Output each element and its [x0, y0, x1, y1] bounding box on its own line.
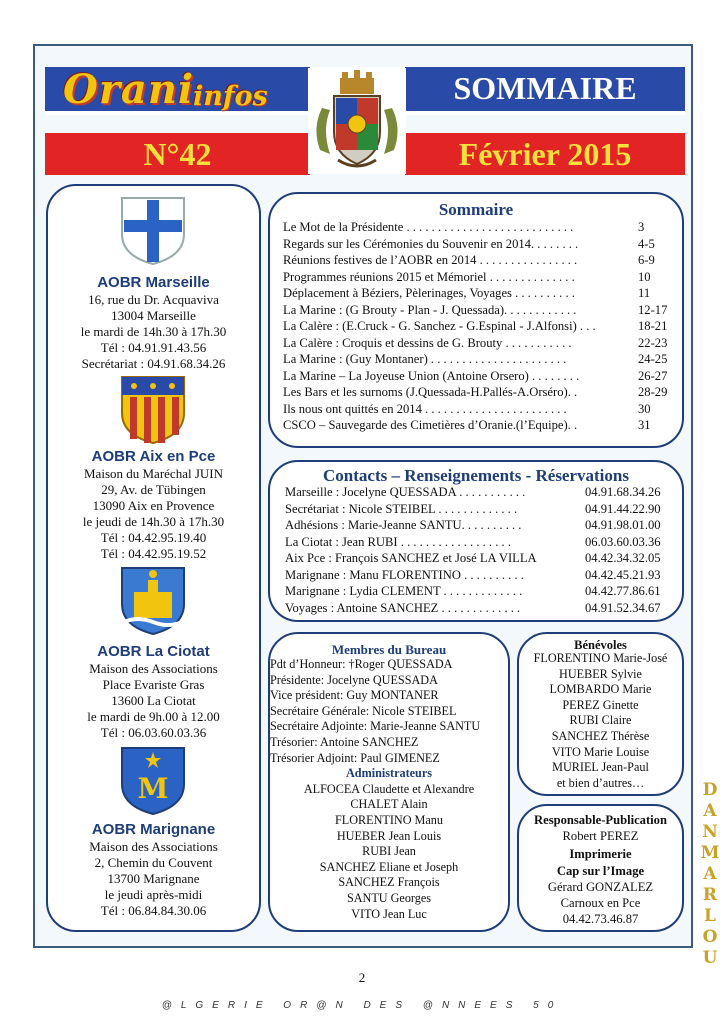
- toc-item-title: Programmes réunions 2015 et Mémoriel . . . . . . . . . . . . . .: [283, 269, 575, 284]
- bureau-member: Secrétaire Adjointe: Marie-Jeanne SANTU: [270, 719, 481, 734]
- bureau-member: Vice président: Guy MONTANER: [270, 688, 439, 703]
- contact-phone: 04.42.34.32.05: [585, 551, 661, 565]
- marignane-shield-icon: [120, 746, 186, 816]
- association-aix: [46, 448, 261, 562]
- association-hours: le mardi de 9h.00 à 12.00: [87, 709, 220, 724]
- contact-phone: 06.03.60.03.36: [585, 534, 661, 549]
- bureau-member: Trésorier Adjoint: Paul GIMENEZ: [270, 750, 440, 765]
- publication-title: Responsable-Publication: [534, 813, 667, 827]
- volunteer: SANCHEZ Thérèse: [551, 729, 650, 743]
- contact-name: Voyages : Antoine SANCHEZ . . . . . . . . . . . . .: [285, 600, 521, 615]
- contacts-title: Contacts – Renseignements - Réservations: [323, 466, 629, 485]
- contact-row: [285, 550, 677, 567]
- logo-text: Orani: [63, 66, 195, 113]
- toc-item: [283, 401, 663, 417]
- volunteer: et bien d’autres…: [556, 775, 645, 790]
- toc-item-page: 3: [638, 220, 645, 234]
- svg-text:M: M: [137, 772, 169, 805]
- contact-name: Aix Pce : François SANCHEZ et José LA VILLA: [285, 551, 537, 565]
- contact-name: Marseille : Jocelyne QUESSADA . . . . . . . . . . .: [285, 485, 526, 499]
- association-phone-2: Tél : 04.42.95.19.52: [100, 546, 207, 561]
- contact-row: [285, 484, 677, 501]
- toc-item: [283, 285, 663, 301]
- association-city: 13700 Marignane: [107, 871, 200, 886]
- volunteer: HUEBER Sylvie: [559, 666, 642, 681]
- bureau-member: Présidente: Jocelyne QUESSADA: [270, 672, 438, 687]
- administrator: VITO Jean Luc: [351, 906, 427, 921]
- association-title: AOBR Marignane: [91, 821, 216, 838]
- toc-item-page: 6-9: [638, 253, 655, 267]
- toc-item-title: Ils nous ont quittés en 2014 . . . . . . . . . . . . . . . . . . . . . . .: [283, 401, 567, 416]
- administrator: HUEBER Jean Louis: [336, 828, 442, 843]
- la-ciotat-shield-icon: [120, 566, 186, 636]
- printer-name: Cap sur l’Image: [556, 864, 645, 878]
- logo-subtext: infos: [193, 81, 268, 112]
- administrator: CHALET Alain: [350, 797, 428, 812]
- contact-name: La Ciotat : Jean RUBI . . . . . . . . . . . . . . . . . .: [285, 534, 511, 549]
- contact-row: [285, 600, 677, 617]
- volunteer: RUBI Claire: [569, 713, 632, 728]
- contact-name: Marignane : Lydia CLEMENT . . . . . . . . . . . . .: [285, 584, 523, 598]
- publication-responsable: Robert PEREZ: [562, 829, 639, 843]
- toc-title: Sommaire: [438, 200, 514, 219]
- toc-item-page: 22-23: [638, 335, 668, 350]
- toc-item: [283, 417, 663, 433]
- association-title: AOBR La Ciotat: [97, 643, 210, 660]
- contact-name: Adhésions : Marie-Jeanne SANTU. . . . . . . . . .: [285, 518, 522, 532]
- volunteer: VITO Marie Louise: [551, 744, 650, 759]
- oran-coat-of-arms-icon: [308, 68, 406, 174]
- toc-item: [283, 219, 663, 235]
- contact-row: [285, 567, 677, 584]
- issue-date: Février 2015: [458, 136, 632, 172]
- association-phone: Tél : 06.03.60.03.36: [100, 725, 207, 740]
- toc-item-page: 28-29: [638, 385, 668, 399]
- toc-item: [283, 368, 668, 384]
- volunteer: FLORENTINO Marie-José: [533, 651, 668, 665]
- toc-item-title: La Marine : (Guy Montaner) . . . . . . . . . . . . . . . . . . . . . .: [283, 352, 567, 366]
- association-marignane: [46, 821, 261, 919]
- toc-item-page: 26-27: [638, 368, 668, 383]
- marseille-shield-icon: [120, 196, 186, 266]
- printer-city: Carnoux en Pce: [560, 896, 641, 910]
- toc-item-title: Déplacement à Béziers, Pèlerinages, Voyages . . . . . . . . . .: [283, 286, 575, 300]
- administrator: ALFOCEA Claudette et Alexandre: [303, 781, 475, 796]
- contact-phone: 04.91.98.01.00: [585, 518, 661, 532]
- bureau-member: Trésorier: Antoine SANCHEZ: [270, 735, 419, 749]
- contact-row: [285, 517, 677, 534]
- volunteer: MURIEL Jean-Paul: [552, 760, 649, 775]
- bureau-member: Secrétaire Générale: Nicole STEIBEL: [270, 703, 457, 718]
- association-title: AOBR Aix en Pce: [91, 448, 216, 465]
- toc-item-page: 30: [638, 401, 651, 416]
- toc-item-page: 10: [638, 269, 651, 284]
- volunteers-title: Bénévoles: [574, 638, 627, 652]
- aix-shield-icon: [120, 375, 186, 445]
- toc-item-title: Réunions festives de l’AOBR en 2014 . . . . . . . . . . . . . . . .: [283, 253, 578, 267]
- toc-item-page: 24-25: [638, 352, 668, 366]
- association-phone: Tél : 06.84.84.30.06: [100, 903, 207, 918]
- administrator: RUBI Jean: [362, 844, 416, 859]
- contact-row: [285, 583, 677, 600]
- volunteer: LOMBARDO Marie: [549, 682, 652, 697]
- contact-row: [285, 534, 677, 551]
- header-title: SOMMAIRE: [453, 70, 637, 106]
- contact-name: Marignane : Manu FLORENTINO . . . . . . . . . .: [285, 567, 524, 582]
- contact-phone: 04.91.52.34.67: [585, 600, 661, 615]
- toc-item-page: 11: [638, 286, 651, 300]
- association-address: Maison du Maréchal JUIN: [84, 466, 223, 481]
- contact-name: Secrétariat : Nicole STEIBEL . . . . . . . . . . . . .: [285, 501, 518, 516]
- toc-item: [283, 236, 663, 252]
- signature-watermark: D A N M A R L O U: [700, 780, 720, 968]
- contact-phone: 04.42.45.21.93: [585, 567, 661, 582]
- toc-item-page: 18-21: [638, 319, 668, 333]
- toc-item: [283, 351, 668, 367]
- toc-item: [283, 269, 663, 285]
- toc-item-page: 12-17: [638, 302, 668, 317]
- administrator: SANTU Georges: [346, 891, 432, 905]
- toc-item-title: Les Bars et les surnoms (J.Quessada-H.Pallés-A.Orséro). .: [283, 385, 578, 399]
- administrator: SANCHEZ Eliane et Joseph: [319, 859, 459, 874]
- issue-number: N°42: [143, 136, 212, 172]
- toc-item-title: CSCO – Sauvegarde des Cimetières d’Oranie.(l’Equipe). .: [283, 418, 578, 432]
- toc-item-title: La Marine : (G Brouty - Plan - J. Quessada). . . . . . . . . . . .: [283, 302, 577, 317]
- association-secretariat: Secrétariat : 04.91.68.34.26: [81, 356, 226, 371]
- association-phone: Tél : 04.42.95.19.40: [100, 530, 207, 545]
- association-street: 2, Chemin du Couvent: [94, 855, 213, 870]
- association-address: 16, rue du Dr. Acquaviva: [88, 292, 219, 307]
- printer-title: Imprimerie: [569, 847, 632, 861]
- printer-phone: 04.42.73.46.87: [562, 912, 639, 926]
- association-city: 13600 La Ciotat: [111, 693, 196, 708]
- toc-item-page: 31: [638, 418, 651, 432]
- bureau-member: Pdt d’Honneur: †Roger QUESSADA: [270, 657, 453, 671]
- toc-item: [283, 302, 668, 318]
- association-hours: le mardi de 14h.30 à 17h.30: [80, 324, 227, 339]
- contact-phone: 04.42.77.86.61: [585, 584, 661, 598]
- printer-contact: Gérard GONZALEZ: [547, 880, 654, 894]
- association-la-ciotat: [46, 643, 261, 741]
- association-city: 13090 Aix en Provence: [92, 498, 215, 513]
- association-city: 13004 Marseille: [111, 308, 196, 323]
- toc-item: [283, 335, 668, 351]
- toc-item-page: 4-5: [638, 236, 655, 251]
- toc-item-title: La Calère : (E.Cruck - G. Sanchez - G.Espinal - J.Alfonsi) . . .: [283, 319, 596, 333]
- administrator: FLORENTINO Manu: [335, 813, 443, 827]
- contact-phone: 04.91.68.34.26: [585, 485, 661, 499]
- contact-row: [285, 501, 677, 518]
- toc-item: [283, 384, 668, 400]
- volunteer: PEREZ Ginette: [562, 697, 639, 712]
- page-number: 2: [358, 970, 366, 985]
- association-phone: Tél : 04.91.91.43.56: [100, 340, 207, 355]
- association-title: AOBR Marseille: [97, 274, 210, 291]
- toc-item: [283, 252, 663, 268]
- association-hours: le jeudi après-midi: [104, 887, 203, 902]
- administrator: SANCHEZ François: [338, 875, 440, 890]
- toc-item-title: Regards sur les Cérémonies du Souvenir en 2014. . . . . . . .: [283, 236, 579, 251]
- association-street: Place Evariste Gras: [102, 677, 205, 692]
- bureau-title: Membres du Bureau: [331, 642, 447, 657]
- administrators-title: Administrateurs: [346, 766, 432, 781]
- association-hours: le jeudi de 14h.30 à 17h.30: [82, 514, 225, 529]
- toc-item-title: La Calère : Croquis et dessins de G. Brouty . . . . . . . . . . .: [283, 335, 572, 350]
- association-marseille: [46, 274, 261, 372]
- association-address: Maison des Associations: [89, 839, 218, 854]
- toc-item-title: La Marine – La Joyeuse Union (Antoine Orsero) . . . . . . . .: [283, 368, 580, 383]
- contact-phone: 04.91.44.22.90: [585, 501, 661, 516]
- footer-text: @LGERIE OR@N DES @NNEES 50: [161, 1000, 563, 1011]
- toc-item: [283, 318, 668, 334]
- association-address: Maison des Associations: [89, 661, 218, 676]
- toc-item-title: Le Mot de la Présidente . . . . . . . . . . . . . . . . . . . . . . . . . . .: [283, 220, 574, 234]
- association-street: 29, Av. de Tübingen: [101, 482, 206, 497]
